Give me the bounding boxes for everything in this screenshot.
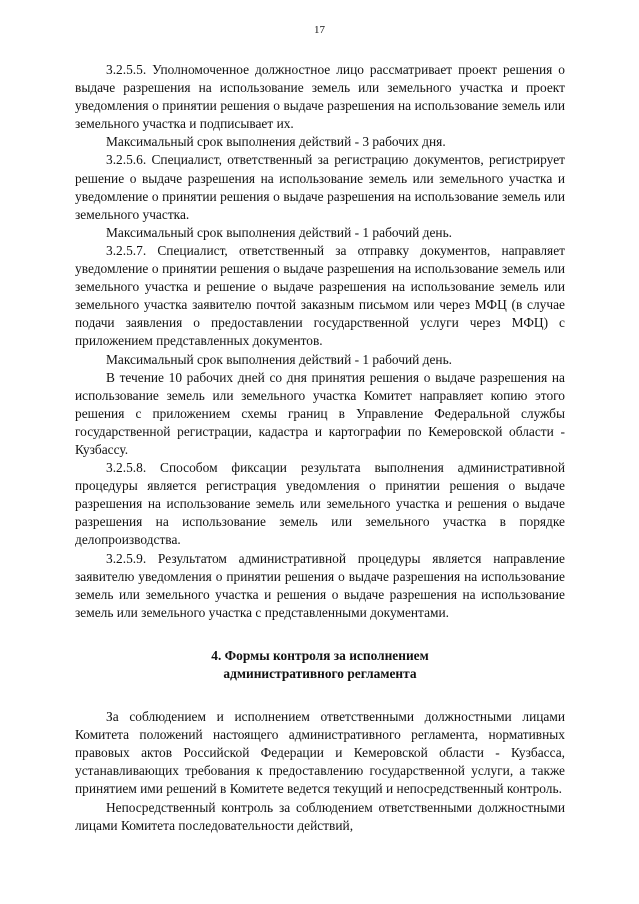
paragraph: Максимальный срок выполнения действий - 3 рабочих дня. [106, 134, 446, 150]
section-heading [75, 647, 565, 683]
paragraph: 3.2.5.7. Специалист, ответственный за отправку документов, направляет уведомление о принятии решения о выдаче разрешения на использование земель или земельного участка и решение о выдаче разрешения на использование земель или земельного участка заявителю почтой заказным письмом или через МФЦ (в случае подачи заявления о предоставлении государственной услуги через МФЦ) с приложением представленных документов. [75, 242, 565, 349]
paragraph: 3.2.5.6. Специалист, ответственный за регистрацию документов, регистрирует решение о выдаче разрешения на использование земель или земельного участка и уведомление о принятии решения о выдаче разрешения на использование земель или земельного участка. [75, 152, 565, 222]
paragraph: Максимальный срок выполнения действий - 1 рабочий день. [106, 351, 453, 367]
section-heading-line2: административного регламента [223, 666, 417, 681]
paragraph: Максимальный срок выполнения действий - 1 рабочий день. [106, 224, 453, 240]
document-body [75, 61, 565, 835]
paragraph: За соблюдением и исполнением ответственными должностными лицами Комитета положений настоящего административного регламента, нормативных правовых актов Российской Федерации и Кемеровской области - Кузбасса, устанавливающих требования к предоставлению государственной услуги, а также принятием ими решений в Комитете ведется текущий и непосредственный контроль. [75, 709, 565, 797]
page-number: 17 [314, 24, 325, 36]
paragraph: 3.2.5.8. Способом фиксации результата выполнения административной процедуры является регистрация уведомления о принятии решения о выдаче разрешения на использование земель или земельного участка и решения о выдаче разрешения на использование земель или земельного участка в порядке делопроизводства. [75, 460, 565, 548]
paragraph: 3.2.5.9. Результатом административной процедуры является направление заявителю уведомления о принятии решения о выдаче разрешения на использование земель или земельного участка и решения о выдаче разрешения на использование земель или земельного участка с представленными документами. [75, 550, 565, 620]
paragraph: 3.2.5.5. Уполномоченное должностное лицо рассматривает проект решения о выдаче разрешения на использование земель или земельного участка и проект уведомления о принятии решения о выдаче разрешения на использование земель или земельного участка и подписывает их. [75, 62, 565, 132]
section-heading-line1: 4. Формы контроля за исполнением [211, 647, 429, 663]
paragraph: Непосредственный контроль за соблюдением ответственными должностными лицами Комитета последовательности действий, [75, 799, 565, 833]
paragraph: В течение 10 рабочих дней со дня принятия решения о выдаче разрешения на использование земель или земельного участка Комитет направляет копию этого решения с приложением схемы границ в Управление Федеральной службы государственной регистрации, кадастра и картографии по Кемеровской области - Кузбассу. [75, 369, 565, 457]
